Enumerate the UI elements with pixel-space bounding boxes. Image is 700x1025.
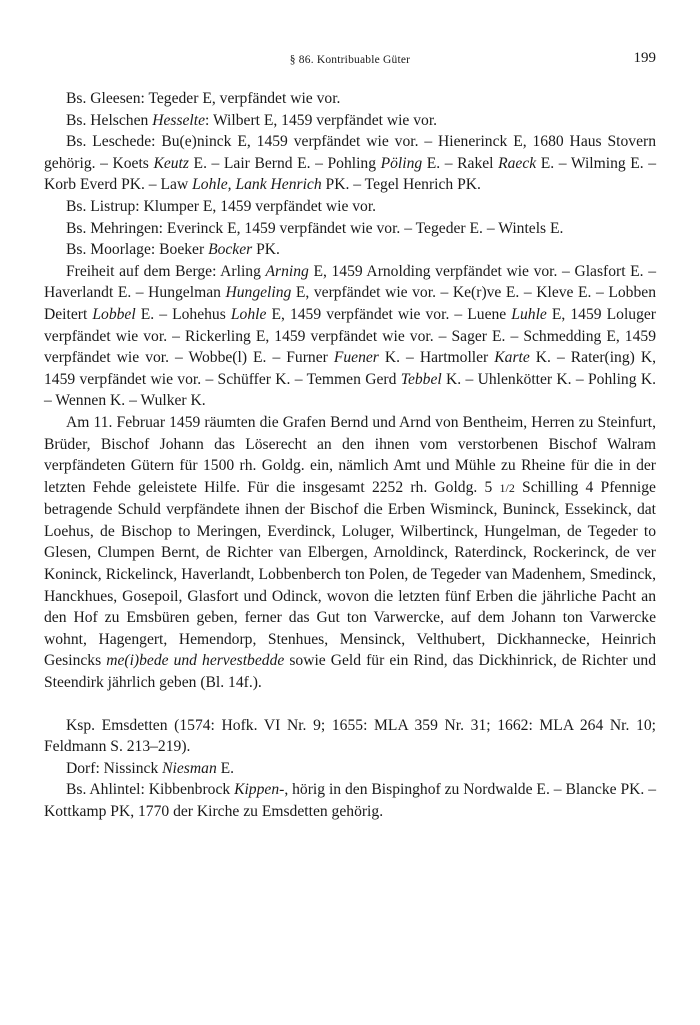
paragraph bbox=[44, 110, 656, 132]
text-run: Bs. Moorlage: Boeker bbox=[66, 241, 209, 259]
body-text bbox=[44, 88, 656, 823]
text-run: Freiheit auf dem Berge: Arling bbox=[66, 262, 266, 280]
italic-text: Lohle bbox=[230, 305, 267, 323]
running-head: § 86. Kontribuable Güter bbox=[289, 54, 411, 66]
text-run: Am 11. Februar 1459 räumten die Grafen Bernd und Arnd von Bentheim, Herren zu Steinfurt, Brüder, Bischof Johann das Löserecht an den ihnen vom verstorbenen Bischof Walram verpfändeten Gütern für 1500 rh. Goldg. ein, nämlich Amt und Mühle zu Rheine für die in der letzten Fehde geleistete Hilfe. Für die insgesamt 2252 rh. Goldg. 5 bbox=[44, 413, 656, 496]
italic-text: Bocker bbox=[208, 241, 253, 259]
text-run: K. – Rater(ing) K, 1459 verpfändet wie vor. – Schüffer K. – Temmen Gerd bbox=[44, 349, 657, 388]
text-run: Ksp. Emsdetten (1574: Hofk. VI Nr. 9; 1655: MLA 359 Nr. 31; 1662: MLA 264 Nr. 10; Feldmann S. 213–219). bbox=[44, 716, 656, 756]
text-run: E. – Lohehus bbox=[135, 305, 231, 323]
italic-text: Niesman bbox=[162, 759, 217, 777]
italic-text: Lobbel bbox=[92, 305, 136, 323]
paragraph bbox=[44, 779, 656, 822]
text-run: E. bbox=[216, 759, 235, 777]
text-run: Schilling 4 Pfennige betragende Schuld verpfändete ihnen der Bischof die Erben Wisminck, Buninck, Essekinck, dat Loehus, de Bischop to Meringen, Everdinck, Loluger, Wilbertinck, Hungelman, de Tegeder to Glesen, Clumpen Bernt, de Richter van Elbergen, Arnoldinck, Raterdinck, Rockerinck, de ver Koninck, Rickelinck, Haverlandt, Lobbenberch ton Polen, de Tegeder van Madenhem, Smedinck, Hanckhues, Gosepoil, Glasfort und Odinck, wovon die letzten fünf Erben die jährliche Pacht an den Hof zu Emsbüren geben, ferner das Gut ton Varwercke, auf dem Johann ton Varwercke wohnt, Hagengert, Hemendorp, Stenhues, Mensinck, Velthubert, Dickhannecke, Heinrich Gesincks bbox=[44, 478, 656, 670]
text-run: Bs. Ahlintel: Kibbenbrock bbox=[66, 781, 235, 799]
text-run: Dorf: Nissinck bbox=[66, 759, 163, 777]
italic-text: Tebbel bbox=[400, 370, 442, 388]
paragraph bbox=[44, 131, 656, 196]
italic-text: Fuener bbox=[333, 349, 379, 367]
italic-text: Arning bbox=[265, 262, 309, 280]
text-run: K. – Hartmoller bbox=[378, 349, 495, 367]
text-run: E. – Lair Bernd E. – Pohling bbox=[188, 154, 381, 172]
italic-text: Lohle, Lank Henrich bbox=[192, 176, 322, 194]
paragraph bbox=[44, 88, 656, 110]
italic-text: Kippen- bbox=[234, 781, 285, 799]
text-run: PK. – Tegel Henrich PK. bbox=[321, 176, 481, 194]
paragraph bbox=[44, 412, 656, 694]
paragraph bbox=[44, 239, 656, 261]
italic-text: Raeck bbox=[498, 154, 537, 172]
italic-text: Hungeling bbox=[225, 284, 292, 302]
text-run: Bs. Mehringen: Everinck E, 1459 verpfändet wie vor. – Tegeder E. – Wintels E. bbox=[66, 219, 564, 237]
paragraph bbox=[44, 196, 656, 218]
text-run: E. – Wilming E. – Korb Everd PK. – Law bbox=[44, 154, 657, 194]
text-run: K. – Uhlenkötter K. – Pohling K. – Wennen K. – Wulker K. bbox=[44, 370, 656, 410]
italic-text: Hesselte bbox=[152, 111, 206, 129]
text-run: Bs. Leschede: Bu(e)ninck E, 1459 verpfändet wie vor. – Hienerinck E, 1680 Haus Stovern gehörig. – Koets bbox=[44, 133, 656, 172]
page-number: 199 bbox=[633, 50, 656, 66]
paragraph bbox=[44, 715, 656, 758]
italic-text: Keutz bbox=[153, 154, 189, 172]
text-run: Bs. Helschen bbox=[66, 111, 153, 129]
text-run: PK. bbox=[252, 241, 280, 259]
text-run: E, verpfändet wie vor. – Ke(r)ve E. – Kleve E. – Lobben Deitert bbox=[44, 284, 656, 323]
text-run: sowie Geld für ein Rind, das Dickhinrick, de Richter und Steendirk jährlich geben (Bl. 14f.). bbox=[44, 652, 656, 692]
italic-text: Luhle bbox=[511, 305, 547, 323]
text-run: E, 1459 Loluger verpfändet wie vor. – Rickerling E, 1459 verpfändet wie vor. – Sager E. – Schmedding E, 1459 verpfändet wie vor. – Wobbe(l) E. – Furner bbox=[44, 305, 656, 367]
paragraph bbox=[44, 758, 656, 780]
italic-text: Karte bbox=[494, 349, 530, 367]
text-run: E, 1459 verpfändet wie vor. – Luene bbox=[266, 305, 512, 323]
text-run: : Wilbert E, 1459 verpfändet wie vor. bbox=[205, 111, 438, 129]
text-run: E, 1459 Arnolding verpfändet wie vor. – Glasfort E. – Haverlandt E. – Hungelman bbox=[44, 262, 656, 302]
page-header bbox=[44, 46, 656, 76]
fraction: 1/2 bbox=[499, 480, 515, 495]
text-run: Bs. Gleesen: Tegeder E, verpfändet wie vor. bbox=[66, 90, 341, 107]
text-run: E. – Rakel bbox=[422, 154, 499, 172]
paragraph bbox=[44, 218, 656, 240]
italic-text: me(i)bede und hervestbedde bbox=[106, 652, 285, 670]
paragraph bbox=[44, 261, 656, 412]
text-run: , hörig in den Bispinghof zu Nordwalde E. – Blancke PK. – Kottkamp PK, 1770 der Kirche zu Emsdetten gehörig. bbox=[44, 781, 656, 820]
text-run: Bs. Listrup: Klumper E, 1459 verpfändet wie vor. bbox=[66, 197, 377, 215]
italic-text: Pöling bbox=[380, 154, 423, 172]
